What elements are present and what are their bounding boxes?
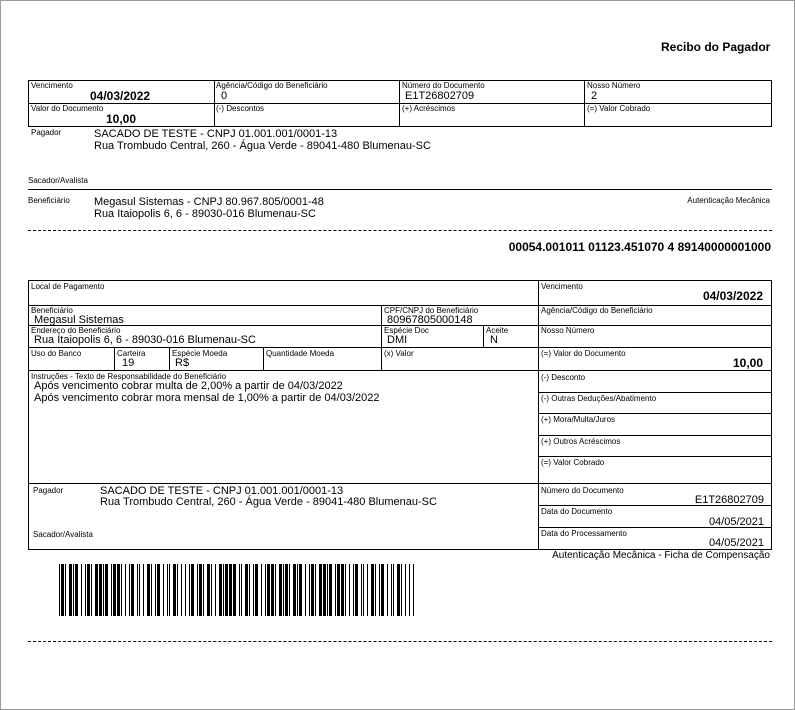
barcode-bar (299, 564, 302, 616)
barcode-bar (271, 564, 274, 616)
barcode-bar (279, 564, 282, 616)
recibo-beneficiario-line1: Megasul Sistemas - CNPJ 80.967.805/0001-48 (94, 196, 324, 208)
recibo-agencia-value: 0 (221, 90, 228, 102)
ficha-vencimento-value: 04/03/2022 (702, 289, 763, 303)
barcode-bar (155, 564, 156, 616)
ficha-valor-cobrado-label: (=) Valor Cobrado (541, 458, 605, 467)
barcode-bar (59, 564, 60, 616)
recibo-numero-documento-label: Número do Documento (402, 81, 485, 90)
barcode-bar (261, 564, 262, 616)
recibo-pagador-line1: SACADO DE TESTE - CNPJ 01.001.001/0001-13 (94, 128, 338, 140)
barcode-bar (355, 564, 358, 616)
barcode-bar (409, 564, 410, 616)
aceite-value: N (490, 334, 498, 346)
especie-moeda-label: Espécie Moeda (172, 349, 228, 358)
barcode-bar (323, 564, 326, 616)
barcode-bar (329, 564, 332, 616)
recibo-nosso-numero-label: Nosso Número (587, 81, 641, 90)
barcode-bar (267, 564, 270, 616)
desconto-label: (-) Desconto (541, 373, 586, 382)
barcode-bar (61, 564, 64, 616)
barcode-bar (345, 564, 346, 616)
barcode-bar (211, 564, 212, 616)
recibo-beneficiario-label: Beneficiário (28, 196, 70, 205)
especie-moeda-value: R$ (175, 357, 190, 369)
barcode-bar (203, 564, 204, 616)
ficha-pagador-line2: Rua Trombudo Central, 260 - Água Verde - 89041-480 Blumenau-SC (100, 496, 437, 508)
barcode-bar (353, 564, 354, 616)
barcode-bar (215, 564, 216, 616)
barcode-bar (413, 564, 414, 616)
instrucao-line2: Após vencimento cobrar mora mensal de 1,00% a partir de 04/03/2022 (34, 392, 380, 404)
barcode-bar (249, 564, 250, 616)
barcode-bar (121, 564, 122, 616)
recibo-autenticacao-label: Autenticação Mecânica (687, 196, 770, 205)
barcode-bar (73, 564, 74, 616)
linha-digitavel: 00054.001011 01123.451070 4 89140000001000 (508, 240, 771, 254)
recibo-title: Recibo do Pagador (661, 40, 771, 54)
barcode-bar (391, 564, 392, 616)
barcode-bar (293, 564, 296, 616)
ficha-pagador-line1: SACADO DE TESTE - CNPJ 01.001.001/0001-13 (100, 485, 344, 497)
barcode-bar (349, 564, 350, 616)
data-processamento-label: Data do Processamento (541, 529, 627, 538)
barcode-bar (275, 564, 276, 616)
barcode-bar (289, 564, 290, 616)
barcode-bar (151, 564, 152, 616)
uso-banco-label: Uso do Banco (31, 349, 82, 358)
ficha-beneficiario-value: Megasul Sistemas (34, 314, 124, 326)
barcode-bar (319, 564, 322, 616)
barcode-bar (147, 564, 150, 616)
barcode-bar (189, 564, 190, 616)
outros-acrescimos-label: (+) Outros Acréscimos (541, 437, 621, 446)
barcode-bar (393, 564, 394, 616)
barcode-bar (137, 564, 138, 616)
barcode-bar (157, 564, 160, 616)
recibo-grid-top (28, 80, 772, 81)
ficha-numero-documento-label: Número do Documento (541, 486, 624, 495)
recibo-separator (28, 189, 772, 190)
barcode-bar (341, 564, 344, 616)
barcode-bar (371, 564, 374, 616)
barcode-bar (181, 564, 182, 616)
barcode-bar (65, 564, 66, 616)
barcode-bar (245, 564, 248, 616)
barcode-bar (163, 564, 164, 616)
recibo-vencimento-label: Vencimento (31, 81, 73, 90)
barcode-bar (361, 564, 362, 616)
recibo-valor-documento-value: 10,00 (106, 112, 137, 126)
ficha-sacador-label: Sacador/Avalista (33, 530, 93, 539)
barcode-bar (131, 564, 134, 616)
barcode-bar (255, 564, 258, 616)
ficha-pagador-label: Pagador (33, 486, 64, 495)
barcode-bar (91, 564, 92, 616)
barcode-bar (229, 564, 232, 616)
recibo-grid-bottom (28, 126, 772, 127)
barcode-bar (309, 564, 310, 616)
barcode-bar (283, 564, 284, 616)
barcode-bar (225, 564, 228, 616)
barcode-bar (223, 564, 224, 616)
barcode-bar (167, 564, 168, 616)
mora-multa-label: (+) Mora/Multa/Juros (541, 415, 616, 424)
barcode-bar (139, 564, 140, 616)
barcode-bar (111, 564, 112, 616)
recibo-valor-cobrado-label: (=) Valor Cobrado (587, 104, 651, 113)
barcode-bar (239, 564, 240, 616)
recibo-sacador-label: Sacador/Avalista (28, 176, 88, 185)
recibo-beneficiario-line2: Rua Itaiopolis 6, 6 - 89030-016 Blumenau-SC (94, 208, 316, 220)
barcode-image (59, 564, 415, 616)
ficha-nosso-numero-label: Nosso Número (541, 326, 595, 335)
recibo-acrescimos-label: (+) Acréscimos (402, 104, 456, 113)
recibo-agencia-label: Agência/Código do Beneficiário (216, 81, 328, 90)
barcode-bar (305, 564, 306, 616)
local-pagamento-label: Local de Pagamento (31, 282, 105, 291)
barcode-bar (297, 564, 298, 616)
quantidade-moeda-label: Quantidade Moeda (266, 349, 335, 358)
barcode-bar (125, 564, 126, 616)
instrucoes-label: Instruções - Texto de Responsabilidade do Beneficiário (31, 372, 227, 381)
outras-deducoes-label: (-) Outras Deduções/Abatimento (541, 394, 657, 403)
barcode-bar (85, 564, 86, 616)
barcode-bar (117, 564, 120, 616)
barcode-bar (363, 564, 364, 616)
recibo-vencimento-value: 04/03/2022 (90, 89, 151, 103)
barcode-bar (207, 564, 210, 616)
barcode-bar (387, 564, 388, 616)
barcode-bar (379, 564, 380, 616)
barcode-bar (143, 564, 144, 616)
barcode-bar (113, 564, 116, 616)
data-documento-value: 04/05/2021 (708, 516, 764, 528)
endereco-value: Rua Itaiopolis 6, 6 - 89030-016 Blumenau-SC (34, 334, 256, 346)
recibo-grid-mid (28, 103, 772, 104)
data-processamento-value: 04/05/2021 (708, 537, 764, 549)
barcode-bar (219, 564, 222, 616)
recibo-nosso-numero-value: 2 (591, 90, 598, 102)
barcode-bar (327, 564, 328, 616)
ficha-numero-documento-value: E1T26802709 (694, 494, 764, 506)
barcode-bar (337, 564, 340, 616)
ficha-agencia-label: Agência/Código do Beneficiário (541, 306, 653, 315)
barcode-bar (69, 564, 72, 616)
instrucao-line1: Após vencimento cobrar multa de 2,00% a partir de 04/03/2022 (34, 380, 343, 392)
barcode-bar (253, 564, 254, 616)
barcode-bar (367, 564, 368, 616)
especie-doc-label: Espécie Doc (384, 326, 429, 335)
barcode-bar (95, 564, 98, 616)
barcode-bar (81, 564, 82, 616)
barcode-bar (177, 564, 178, 616)
barcode-bar (397, 564, 400, 616)
endereco-label: Endereço do Beneficiário (31, 326, 121, 335)
barcode-bar (233, 564, 236, 616)
barcode-bar (173, 564, 176, 616)
barcode-bar (105, 564, 108, 616)
ficha-autenticacao-label: Autenticação Mecânica - Ficha de Compensação (552, 550, 770, 561)
barcode-bar (199, 564, 202, 616)
barcode-bar (241, 564, 242, 616)
cpf-cnpj-value: 80967805000148 (387, 314, 473, 326)
aceite-label: Aceite (486, 326, 509, 335)
barcode-bar (169, 564, 170, 616)
barcode-bar (129, 564, 130, 616)
barcode-bar (381, 564, 384, 616)
barcode-bar (375, 564, 376, 616)
carteira-value: 19 (122, 357, 135, 369)
data-documento-label: Data do Documento (541, 507, 613, 516)
barcode-bar (265, 564, 266, 616)
x-valor-label: (x) Valor (384, 349, 414, 358)
cut-line-bottom (28, 641, 772, 642)
ficha-vencimento-label: Vencimento (541, 282, 583, 291)
ficha-beneficiario-label: Beneficiário (31, 306, 73, 315)
recibo-valor-documento-label: Valor do Documento (31, 104, 104, 113)
barcode-bar (75, 564, 78, 616)
carteira-label: Carteira (117, 349, 146, 358)
barcode-bar (401, 564, 402, 616)
ficha-valor-documento-label: (=) Valor do Documento (541, 349, 626, 358)
barcode-bar (103, 564, 104, 616)
recibo-pagador-line2: Rua Trombudo Central, 260 - Água Verde - 89041-480 Blumenau-SC (94, 140, 431, 152)
recibo-numero-documento-value: E1T26802709 (405, 90, 475, 102)
barcode-bar (191, 564, 194, 616)
barcode-bar (315, 564, 316, 616)
barcode-bar (87, 564, 90, 616)
recibo-descontos-label: (-) Descontos (216, 104, 265, 113)
barcode-bar (311, 564, 314, 616)
barcode-bar (335, 564, 336, 616)
especie-doc-value: DMI (387, 334, 408, 346)
barcode-bar (185, 564, 186, 616)
barcode-bar (197, 564, 198, 616)
barcode-bar (405, 564, 406, 616)
recibo-pagador-label: Pagador (31, 128, 62, 137)
barcode-bar (285, 564, 288, 616)
cut-line-top (28, 230, 772, 231)
barcode-bar (99, 564, 102, 616)
cpf-cnpj-label: CPF/CNPJ do Beneficiário (384, 306, 479, 315)
ficha-valor-documento-value: 10,00 (732, 356, 763, 370)
